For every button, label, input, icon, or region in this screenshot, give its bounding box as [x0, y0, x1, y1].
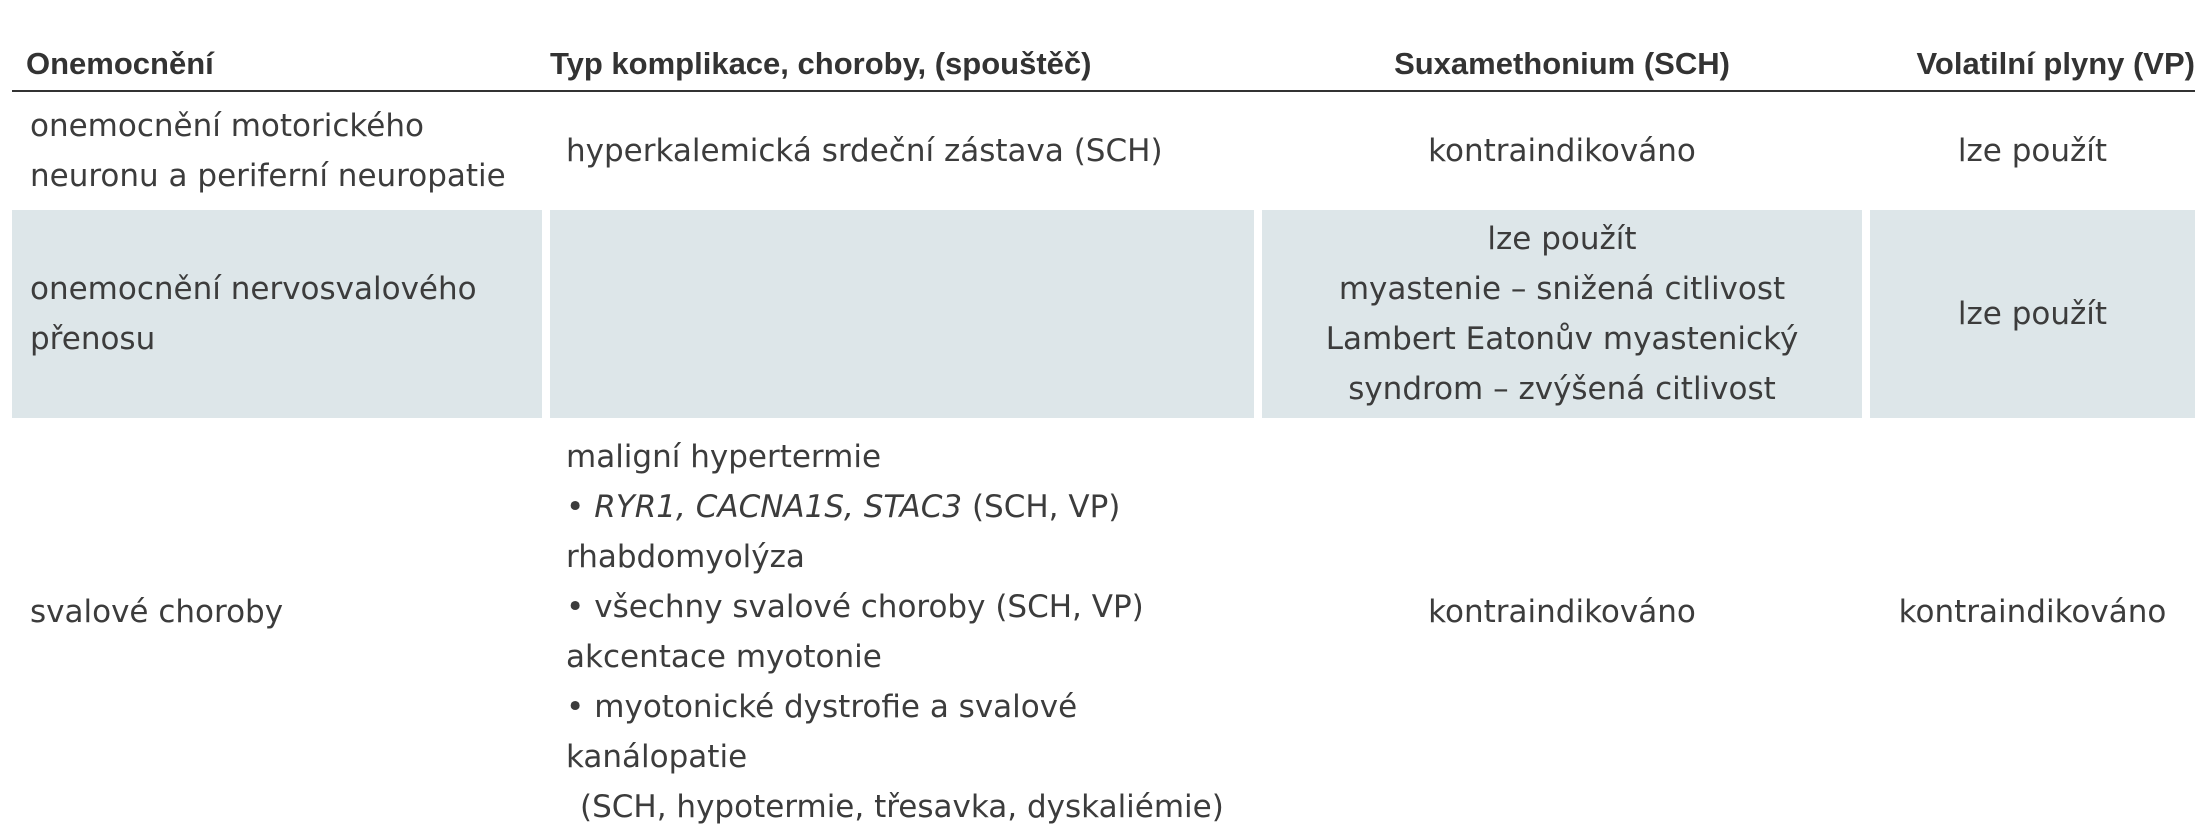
- bullet-marker: •: [566, 589, 585, 625]
- header-volatile-gases: Volatilní plyny (VP): [1916, 46, 2195, 81]
- table-row: [12, 422, 2195, 825]
- suxamethonium-cell: [1262, 96, 1862, 206]
- disease-line: onemocnění motorického: [30, 108, 424, 144]
- complication-item-text: všechny svalové choroby (SCH, VP): [594, 589, 1144, 625]
- complication-cell: [550, 210, 1254, 418]
- suxamethonium-line: kontraindikováno: [1428, 133, 1696, 169]
- disease-line: neuronu a periferní neuropatie: [30, 158, 506, 194]
- gene-trigger: (SCH, VP): [962, 489, 1121, 525]
- complication-heading: rhabdomyolýza: [566, 539, 805, 575]
- complication-line: hyperkalemická srdeční zástava (SCH): [566, 133, 1163, 169]
- table-row: [12, 210, 2195, 418]
- complication-item: [566, 582, 1254, 632]
- disease-cell: [12, 210, 542, 418]
- bullet-marker: •: [566, 689, 585, 725]
- header-suxamethonium: Suxamethonium (SCH): [1394, 46, 1730, 81]
- disease-line: svalové choroby: [30, 594, 284, 630]
- complication-item-continued: (SCH, hypotermie, třesavka, dyskaliémie): [580, 789, 1224, 825]
- suxamethonium-cell: [1262, 210, 1862, 418]
- volatile-line: lze použít: [1957, 296, 2108, 332]
- complication-cell: [550, 96, 1254, 206]
- volatile-cell: [1870, 210, 2195, 418]
- complication-heading: akcentace myotonie: [566, 639, 882, 675]
- gene-names: RYR1, CACNA1S, STAC3: [594, 489, 963, 525]
- anesthesia-table: [12, 0, 2195, 825]
- complication-item: [566, 482, 1254, 532]
- suxamethonium-line: syndrom – zvýšená citlivost: [1348, 371, 1776, 407]
- complication-item: [566, 682, 1254, 782]
- bullet-marker: •: [566, 489, 585, 525]
- table-row: [12, 96, 2195, 206]
- complication-cell: [550, 422, 1254, 825]
- volatile-cell: [1870, 422, 2195, 802]
- table-header-row: [12, 0, 2195, 92]
- volatile-line: lze použít: [1957, 133, 2108, 169]
- disease-line: přenosu: [30, 321, 156, 357]
- disease-cell: [12, 422, 542, 802]
- header-disease: Onemocnění: [26, 46, 214, 81]
- disease-line: onemocnění nervosvalového: [30, 271, 477, 307]
- volatile-line: kontraindikováno: [1898, 594, 2167, 630]
- suxamethonium-line: Lambert Eatonův myastenický: [1325, 321, 1799, 357]
- suxamethonium-cell: [1262, 422, 1862, 802]
- volatile-cell: [1870, 96, 2195, 206]
- disease-cell: [12, 96, 542, 206]
- header-complication-type: Typ komplikace, choroby, (spouštěč): [550, 46, 1092, 81]
- suxamethonium-line: myastenie – snižená citlivost: [1338, 271, 1786, 307]
- complication-heading: maligní hypertermie: [566, 439, 882, 475]
- suxamethonium-line: lze použít: [1487, 221, 1637, 257]
- suxamethonium-line: kontraindikováno: [1428, 594, 1696, 630]
- complication-item-text: myotonické dystrofie a svalové kanálopatie: [566, 689, 1078, 775]
